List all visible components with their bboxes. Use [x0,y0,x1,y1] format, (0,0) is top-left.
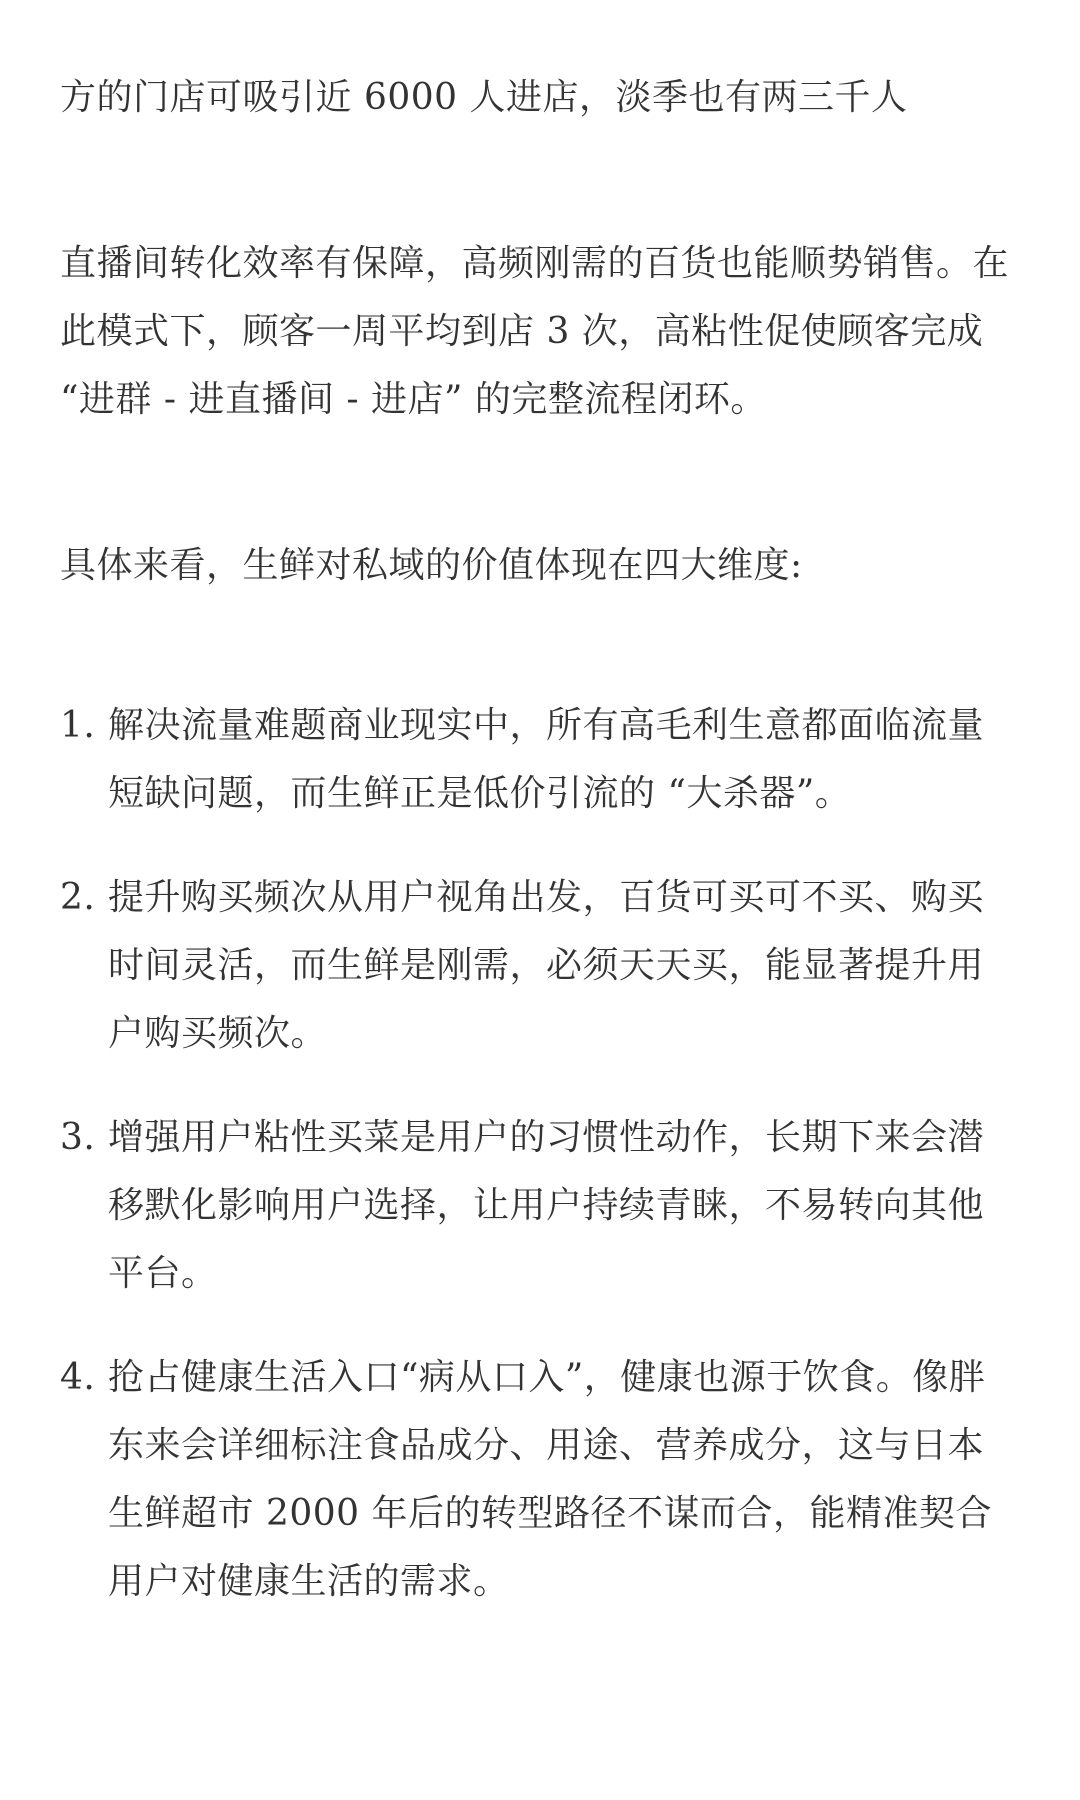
list-item [60,692,1020,828]
article-content [60,64,1020,1652]
paragraph-four-dimensions-intro: 具体来看，生鲜对私域的价值体现在四大维度: [60,545,803,586]
list-item-text: 增强用户粘性买菜是用户的习惯性动作，长期下来会潜移默化影响用户选择，让用户持续青睐，不易转向其他平台。 [108,1117,985,1294]
list-item-number: 3. [60,1117,96,1158]
list-item [60,1344,1020,1616]
list-item [60,1104,1020,1308]
list-item-number: 1. [60,705,96,746]
paragraph-livestream-conversion: 直播间转化效率有保障，高频刚需的百货也能顺势销售。在此模式下，顾客一周平均到店 3 次，高粘性促使顾客完成 “进群 - 进直播间 - 进店” 的完整流程闭环。 [60,243,1010,420]
list-item-number: 2. [60,877,96,918]
list-item-text: 抢占健康生活入口“病从口入”，健康也源于饮食。像胖东来会详细标注食品成分、用途、营养成分，这与日本生鲜超市 2000 年后的转型路径不谋而合，能精准契合用户对健康生活的需求。 [108,1357,993,1602]
list-item [60,864,1020,1068]
list-item-text: 解决流量难题商业现实中，所有高毛利生意都面临流量短缺问题，而生鲜正是低价引流的 “大杀器”。 [108,705,985,814]
list-item-text: 提升购买频次从用户视角出发，百货可买可不买、购买时间灵活，而生鲜是刚需，必须天天买，能显著提升用户购买频次。 [108,877,985,1054]
list-item-number: 4. [60,1357,96,1398]
paragraph-store-traffic: 方的门店可吸引近 6000 人进店，淡季也有两三千人 [60,77,908,118]
dimensions-list [60,692,1020,1616]
